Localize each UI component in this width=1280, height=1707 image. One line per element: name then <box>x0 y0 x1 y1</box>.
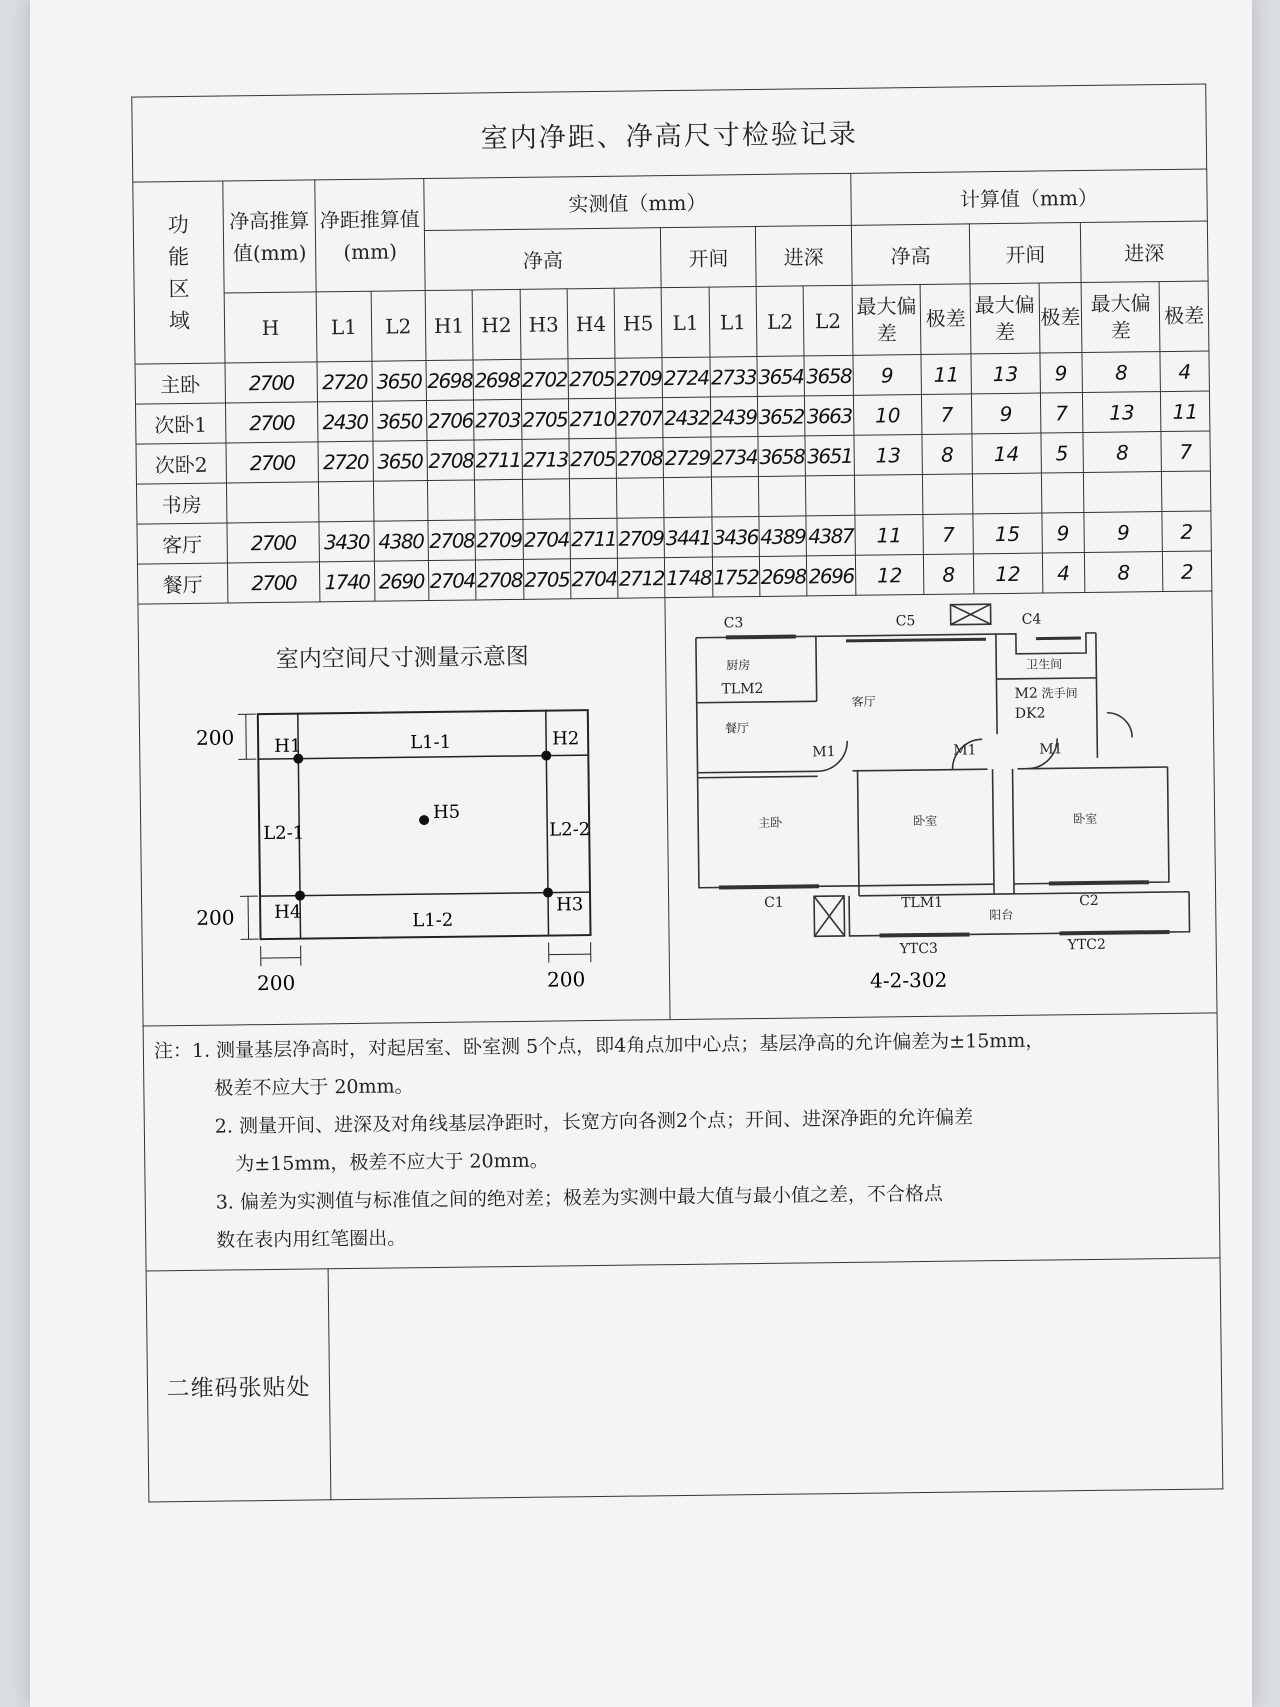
window <box>1049 882 1149 883</box>
unit-number: 4-2-302 <box>870 967 948 993</box>
measured-value: 2705 <box>569 438 617 479</box>
col-header: L1 <box>709 287 757 358</box>
calculated-value: 8 <box>1085 552 1164 593</box>
calculated-value: 7 <box>1040 393 1083 434</box>
measured-value: 3441 <box>664 517 712 558</box>
plan-label: YTC3 <box>900 940 939 958</box>
measured-value: 2733 <box>710 356 758 397</box>
calculated-header: 计算值（mm） <box>851 169 1208 225</box>
window <box>1060 932 1170 933</box>
dim-label: 200 <box>196 904 235 930</box>
calculated-value: 13 <box>854 434 923 475</box>
measured-value: 4387 <box>806 515 855 556</box>
plan-label: C4 <box>1021 611 1042 628</box>
plan-wall <box>1018 767 1168 769</box>
point-label: H2 <box>552 727 580 750</box>
col-header: L2 <box>803 285 852 356</box>
note-line: 2. 测量开间、进深及对角线基层净距时，长宽方向各测2个点；开间、进深净距的允许偏差 <box>214 1106 974 1138</box>
plan-label: C5 <box>896 613 916 630</box>
measured-value: 2700 <box>226 442 319 483</box>
col-header: H1 <box>425 290 473 361</box>
calculated-value: 9 <box>1084 512 1163 553</box>
plan-wall <box>853 769 988 771</box>
plan-label: TLM1 <box>901 894 944 912</box>
line-label: L2-2 <box>549 818 591 841</box>
measurement-diagram-cell <box>138 598 671 1026</box>
measured-value: 2712 <box>618 558 666 599</box>
calculated-value: 13 <box>1083 392 1162 433</box>
col-header: 最大偏差 <box>970 283 1039 354</box>
line-label: L2-1 <box>263 822 305 844</box>
measured-value: 2704 <box>522 519 570 560</box>
col-header: H3 <box>520 289 568 360</box>
row-area: 客厅 <box>137 523 227 564</box>
plan-wall <box>1013 769 1015 894</box>
calc-bay-header: 开间 <box>969 223 1081 284</box>
point-h3 <box>543 887 553 897</box>
plan-label: 餐厅 <box>725 721 750 736</box>
measured-value: 3650 <box>372 441 427 482</box>
calc-height-header: 净高 <box>851 224 970 285</box>
measured-value <box>569 478 617 519</box>
form-title: 室内净距、净高尺寸检验记录 <box>132 84 1207 182</box>
point-h2 <box>541 750 551 760</box>
plan-wall <box>698 776 818 777</box>
plan-wall <box>697 701 817 702</box>
measured-value: 3658 <box>804 355 853 396</box>
measured-value: 2439 <box>710 396 758 437</box>
calculated-value: 2 <box>1163 551 1212 592</box>
measured-value: 4389 <box>759 516 807 557</box>
calculated-value: 8 <box>924 554 974 595</box>
col-header: H <box>224 292 317 363</box>
calculated-value: 7 <box>922 394 972 435</box>
calculated-value: 8 <box>922 434 972 475</box>
calculated-value: 14 <box>972 433 1041 474</box>
col-header: 极差 <box>920 284 971 355</box>
dim-label: 200 <box>196 724 235 750</box>
measured-value: 2698 <box>473 359 521 400</box>
col-header: 极差 <box>1159 281 1209 352</box>
measured-value: 2705 <box>521 399 569 440</box>
measured-value <box>806 475 855 516</box>
plan-wall <box>816 636 817 701</box>
measured-value: 1752 <box>712 556 760 597</box>
measured-value: 2430 <box>318 401 373 442</box>
measured-value <box>475 479 523 520</box>
point-label: H5 <box>433 801 461 823</box>
measured-value: 2720 <box>317 361 372 402</box>
measured-value: 2704 <box>428 560 476 601</box>
measured-value: 2700 <box>227 562 320 603</box>
measured-value: 2710 <box>568 398 616 439</box>
plan-wall <box>997 678 1097 679</box>
distance-estimate-header: 净距推算值(mm) <box>315 179 425 292</box>
measured-value: 3436 <box>712 516 760 557</box>
calculated-value: 7 <box>1161 431 1210 472</box>
calculated-value: 10 <box>853 394 922 435</box>
height-estimate-header: 净高推算值(mm) <box>223 180 317 293</box>
diagram-title: 室内空间尺寸测量示意图 <box>275 643 529 673</box>
calculated-value: 5 <box>1041 433 1084 474</box>
calculated-value: 11 <box>855 514 924 555</box>
measured-value: 2432 <box>663 397 711 438</box>
measured-value: 2708 <box>616 438 664 479</box>
floor-plan <box>666 591 1217 1014</box>
calculated-value: 9 <box>853 354 922 395</box>
plan-wall <box>858 771 860 896</box>
col-header: H2 <box>472 289 520 360</box>
measured-value: 3430 <box>319 521 374 562</box>
row-area: 主卧 <box>135 363 225 404</box>
note-line: 极差不应大于 20mm。 <box>214 1075 414 1100</box>
window <box>726 637 796 638</box>
col-header: L2 <box>371 291 426 362</box>
plan-label: 卧室 <box>913 813 938 829</box>
calculated-value: 12 <box>973 553 1042 594</box>
plan-label: YTC2 <box>1067 936 1107 954</box>
measured-value <box>617 478 665 519</box>
plan-label: DK2 <box>1015 705 1046 722</box>
calculated-value: 7 <box>923 514 973 555</box>
measured-value: 2705 <box>568 358 616 399</box>
measurement-diagram <box>187 669 621 1004</box>
measured-value <box>758 476 806 517</box>
offset-line-right <box>546 710 549 935</box>
calculated-value <box>1084 472 1163 513</box>
plan-label: 洗手间 <box>1041 686 1079 701</box>
calculated-value: 4 <box>1042 553 1085 594</box>
measured-value: 1748 <box>665 557 713 598</box>
note-line: 数在表内用红笔圈出。 <box>216 1227 407 1252</box>
measured-value <box>664 477 712 518</box>
col-header: L2 <box>756 286 804 357</box>
point-h4 <box>295 890 305 900</box>
measured-value: 2711 <box>570 518 618 559</box>
qr-paste-area <box>328 1258 1223 1500</box>
measured-value: 2704 <box>570 558 618 599</box>
calculated-value: 9 <box>971 393 1040 434</box>
plan-label: C2 <box>1079 892 1100 910</box>
measured-value <box>373 481 428 522</box>
measured-value: 2713 <box>521 439 569 480</box>
plan-label: M2 <box>1014 685 1039 702</box>
col-header: H4 <box>567 288 615 359</box>
calculated-value: 13 <box>971 353 1040 394</box>
point-label: H3 <box>556 893 584 915</box>
point-label: H1 <box>274 735 302 757</box>
measured-value <box>427 480 475 521</box>
plan-wall <box>996 634 997 734</box>
measured-header: 实测值（mm） <box>424 173 851 230</box>
window <box>719 886 819 887</box>
measured-value: 2708 <box>427 440 475 481</box>
notes-cell <box>143 1013 1220 1271</box>
calculated-value: 9 <box>1040 353 1083 394</box>
measured-value: 2708 <box>476 559 524 600</box>
measured-value: 2700 <box>227 522 320 563</box>
plan-label: 客厅 <box>851 694 877 709</box>
measured-value: 2729 <box>663 437 711 478</box>
measured-value: 2702 <box>520 359 568 400</box>
calculated-value <box>1041 473 1084 514</box>
measured-value: 1740 <box>320 561 375 602</box>
plan-label: M1 <box>812 744 837 761</box>
measured-value <box>711 476 759 517</box>
col-header: 最大偏差 <box>852 284 921 355</box>
data-rows <box>135 351 1212 604</box>
measured-value: 2696 <box>807 555 856 596</box>
window <box>1036 638 1081 639</box>
measured-value: 2698 <box>759 556 807 597</box>
calculated-value: 4 <box>1160 351 1209 392</box>
measured-value: 2724 <box>662 357 710 398</box>
measured-value <box>522 479 570 520</box>
door-swing <box>1107 712 1132 737</box>
measured-value: 2705 <box>523 559 571 600</box>
plan-label: TLM2 <box>721 680 764 698</box>
plan-label: C3 <box>724 615 744 632</box>
plan-label: M1 <box>953 742 978 759</box>
calculated-value: 12 <box>855 554 924 595</box>
measured-value: 2734 <box>711 436 759 477</box>
col-header: 极差 <box>1039 283 1082 354</box>
calculated-value: 9 <box>1042 513 1085 554</box>
measured-value: 2709 <box>617 518 665 559</box>
plan-label: 卧室 <box>1073 811 1098 827</box>
note-line: 注：1. 测量基层净高时，对起居室、卧室测 5个点，即4角点加中心点；基层净高的允许偏差为±15mm， <box>153 1029 1045 1063</box>
window <box>880 934 970 935</box>
row-area: 餐厅 <box>137 563 227 604</box>
measured-value: 3654 <box>757 356 805 397</box>
row-area: 次卧1 <box>136 403 226 444</box>
measured-value: 2711 <box>474 439 522 480</box>
measured-value: 2707 <box>616 398 664 439</box>
measured-value: 3650 <box>372 361 427 402</box>
calc-depth-header: 进深 <box>1081 221 1209 283</box>
dim-label: 200 <box>257 970 296 995</box>
calculated-value: 11 <box>1161 391 1210 432</box>
measured-value <box>319 481 374 522</box>
dim-line <box>248 896 249 939</box>
plan-label: C1 <box>764 894 785 911</box>
measured-value: 3658 <box>758 436 806 477</box>
offset-line-top <box>259 755 589 759</box>
calculated-value: 8 <box>1082 352 1161 393</box>
calculated-value: 8 <box>1083 432 1162 473</box>
measured-value: 3650 <box>372 401 427 442</box>
measured-value: 2700 <box>225 362 318 403</box>
inspection-form <box>131 83 1224 1536</box>
plan-label: 阳台 <box>989 907 1014 923</box>
col-header: L1 <box>662 287 710 358</box>
measured-value: 2703 <box>474 399 522 440</box>
dim-line <box>246 714 247 759</box>
dim-line <box>549 954 591 955</box>
row-area: 次卧2 <box>136 443 226 484</box>
plan-label: M1 <box>1039 741 1064 758</box>
measured-value <box>226 482 319 523</box>
calculated-value: 15 <box>973 513 1042 554</box>
line-label: L1-2 <box>412 909 454 931</box>
measured-depth-header: 进深 <box>755 225 852 286</box>
qr-label: 二维码张贴处 <box>146 1269 331 1502</box>
note-line: 为±15mm，极差不应大于 20mm。 <box>235 1149 549 1176</box>
offset-line-bottom <box>260 892 590 896</box>
area-header: 功能区域 <box>133 181 225 364</box>
calculated-value: 2 <box>1162 511 1211 552</box>
measured-value: 3652 <box>757 396 805 437</box>
calculated-value: 11 <box>921 354 971 395</box>
plan-label: 厨房 <box>726 658 751 673</box>
dim-label: 200 <box>547 966 586 992</box>
line-label: L1-1 <box>410 731 452 753</box>
measured-value: 2706 <box>426 400 474 441</box>
measured-value: 2709 <box>615 358 663 399</box>
window <box>846 639 986 641</box>
col-header: 最大偏差 <box>1081 282 1160 353</box>
measured-value: 2720 <box>318 441 373 482</box>
calculated-value <box>972 473 1041 514</box>
note-line: 3. 偏差为实测值与标准值之间的绝对差；极差为实测中最大值与最小值之差，不合格点 <box>215 1182 944 1214</box>
paper-sheet <box>30 0 1252 1707</box>
plan-wall <box>1096 633 1098 758</box>
row-area: 书房 <box>136 483 226 524</box>
measured-value: 4380 <box>373 521 428 562</box>
measured-value: 2698 <box>426 360 474 401</box>
floor-plan-cell <box>665 591 1217 1020</box>
measured-value: 2690 <box>374 561 429 602</box>
measured-value: 2700 <box>225 402 318 443</box>
calculated-value <box>854 474 923 515</box>
point-h5 <box>419 815 429 825</box>
record-table <box>131 83 1223 1502</box>
measured-height-header: 净高 <box>424 228 661 291</box>
calculated-value <box>1162 471 1211 512</box>
col-header: L1 <box>316 291 371 362</box>
measured-value: 2708 <box>428 520 476 561</box>
calculated-value <box>923 474 973 515</box>
measured-value: 2709 <box>475 519 523 560</box>
plan-wall <box>698 771 818 772</box>
measured-value: 3651 <box>805 435 854 476</box>
col-header: H5 <box>614 288 662 359</box>
measured-bay-header: 开间 <box>661 227 756 288</box>
plan-wall <box>859 884 994 886</box>
point-label: H4 <box>274 901 302 923</box>
measured-value: 3663 <box>805 395 854 436</box>
plan-label: 卫生间 <box>1026 657 1063 672</box>
plan-wall <box>696 636 859 888</box>
plan-label: 主卧 <box>758 815 783 831</box>
plan-wall <box>993 769 995 894</box>
